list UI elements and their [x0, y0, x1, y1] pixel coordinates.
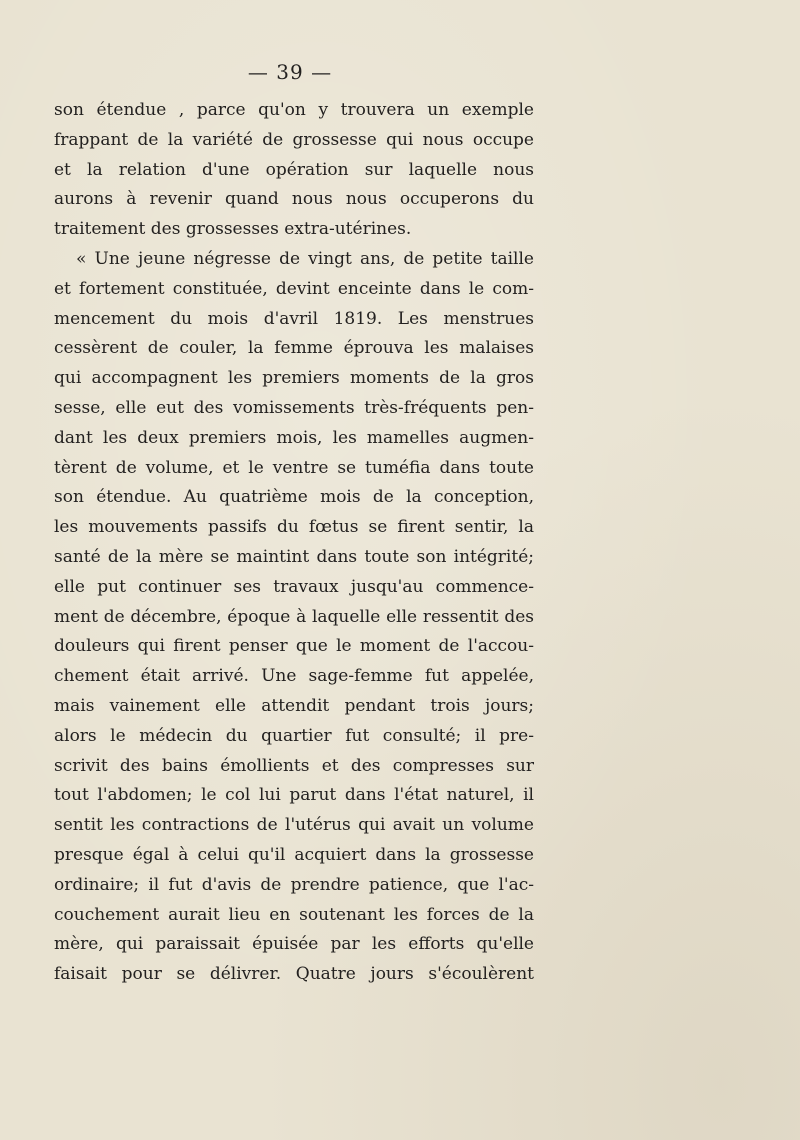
- text-line: tout l'abdomen; le col lui parut dans l'état naturel, il: [54, 785, 534, 806]
- text-line: son étendue. Au quatrième mois de la conception,: [54, 487, 534, 508]
- text-line: traitement des grossesses extra-utérines.: [54, 219, 412, 240]
- page-number: — 39 —: [247, 60, 333, 84]
- text-line: cessèrent de couler, la femme éprouva les malaises: [54, 338, 534, 359]
- text-line: chement était arrivé. Une sage-femme fut appelée,: [54, 666, 534, 687]
- text-line: ordinaire; il fut d'avis de prendre patience, que l'ac-: [54, 874, 534, 895]
- text-line: elle put continuer ses travaux jusqu'au commence-: [54, 576, 534, 597]
- body-text: [54, 96, 534, 990]
- text-line: dant les deux premiers mois, les mamelles augmen-: [54, 427, 534, 448]
- text-line: aurons à revenir quand nous nous occuperons du: [54, 189, 534, 210]
- text-line: et fortement constituée, devint enceinte dans le com-: [54, 278, 534, 299]
- text-line: et la relation d'une opération sur laquelle nous: [54, 159, 534, 180]
- text-line: santé de la mère se maintint dans toute son intégrité;: [54, 546, 534, 567]
- text-line: frappant de la variété de grossesse qui nous occupe: [54, 129, 534, 150]
- text-line: presque égal à celui qu'il acquiert dans la grossesse: [54, 844, 534, 865]
- text-line: faisait pour se délivrer. Quatre jours s'écoulèrent: [54, 964, 534, 985]
- text-line: alors le médecin du quartier fut consulté; il pre-: [54, 725, 534, 746]
- text-line: scrivit des bains émollients et des compresses sur: [54, 755, 534, 776]
- text-line: sesse, elle eut des vomissements très-fréquents pen-: [54, 397, 534, 418]
- text-line: douleurs qui firent penser que le moment de l'accou-: [54, 636, 534, 657]
- text-line: tèrent de volume, et le ventre se tuméfia dans toute: [54, 457, 534, 478]
- text-line: sentit les contractions de l'utérus qui avait un volume: [54, 815, 534, 836]
- text-line: mère, qui paraissait épuisée par les efforts qu'elle: [54, 934, 534, 955]
- text-line: « Une jeune négresse de vingt ans, de petite taille: [76, 248, 534, 269]
- text-line: ment de décembre, époque à laquelle elle ressentit des: [54, 606, 534, 627]
- text-line: mais vainement elle attendit pendant trois jours;: [54, 695, 534, 716]
- text-line: les mouvements passifs du fœtus se firent sentir, la: [54, 517, 534, 538]
- text-line: mencement du mois d'avril 1819. Les menstrues: [54, 308, 534, 329]
- text-line: qui accompagnent les premiers moments de la gros: [54, 368, 534, 389]
- text-line: son étendue , parce qu'on y trouvera un exemple: [54, 100, 534, 120]
- text-line: couchement aurait lieu en soutenant les forces de la: [54, 904, 534, 925]
